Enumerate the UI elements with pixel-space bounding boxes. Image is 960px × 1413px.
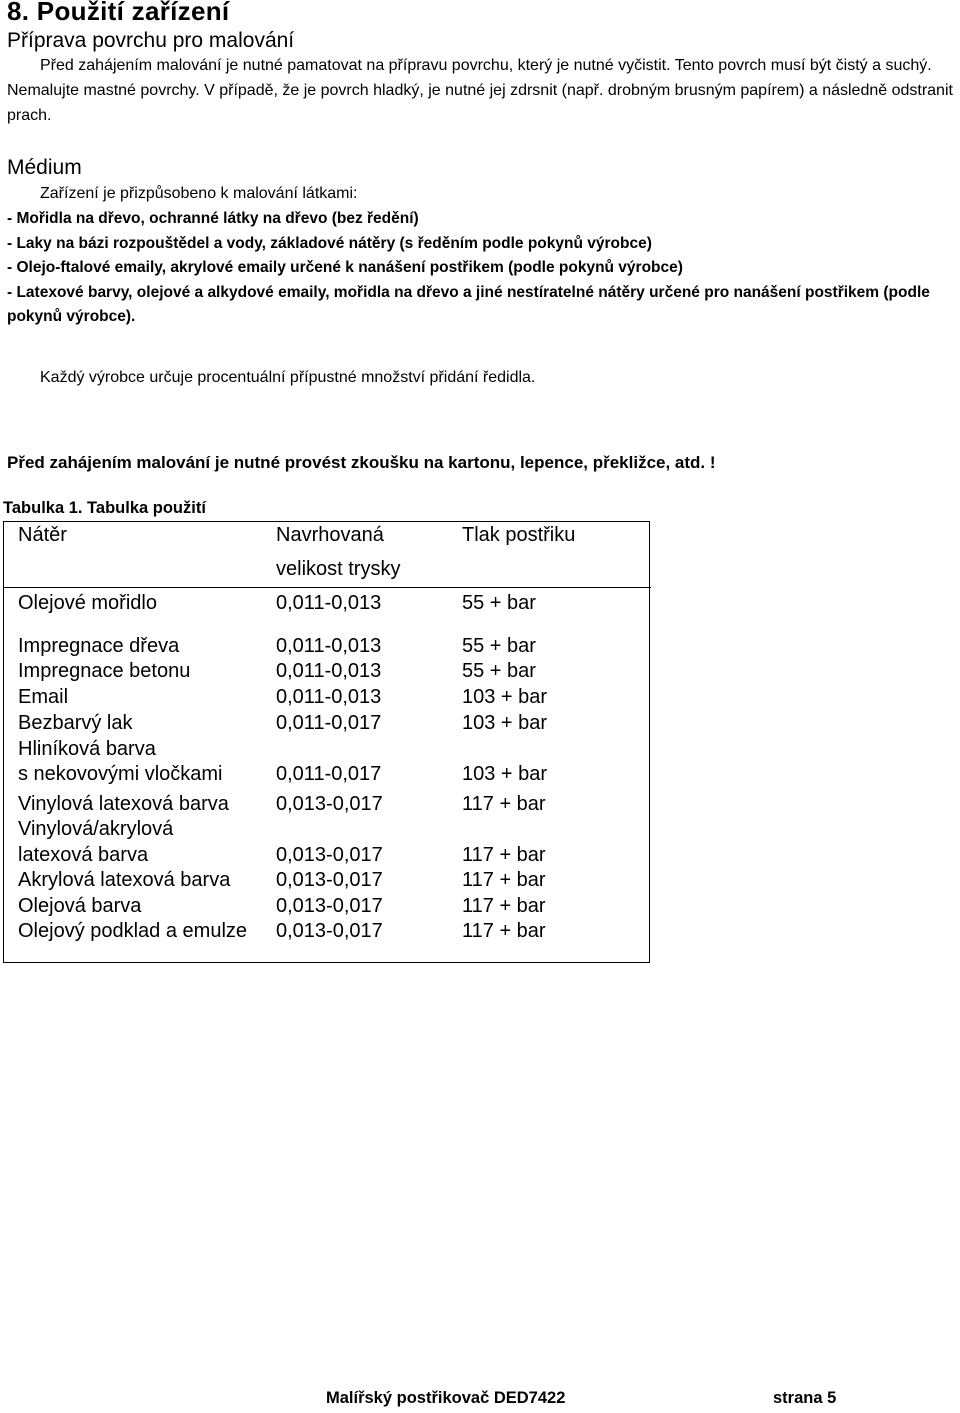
preparation-heading: Příprava povrchu pro malování xyxy=(7,29,295,52)
table-cell-nozzle: 0,013-0,017 xyxy=(276,920,383,942)
table-cell-nozzle: 0,013-0,017 xyxy=(276,844,383,866)
table-cell-pressure: 55 + bar xyxy=(462,592,536,614)
table-cell-coating-line1: Vinylová/akrylová xyxy=(18,818,174,840)
table-cell-pressure: 55 + bar xyxy=(462,660,536,682)
medium-list-item: - Olejo-ftalové emaily, akrylové emaily určené k nanášení postřikem (podle pokynů výrobce) xyxy=(7,259,683,276)
table-cell-coating: Akrylová latexová barva xyxy=(18,869,231,891)
table-cell-nozzle: 0,013-0,017 xyxy=(276,869,383,891)
table-caption: Tabulka 1. Tabulka použití xyxy=(3,499,206,517)
footer-page-number: strana 5 xyxy=(773,1389,837,1407)
medium-list xyxy=(7,207,957,330)
test-warning: Před zahájením malování je nutné provést zkoušku na kartonu, lepence, překližce, atd. ! xyxy=(7,453,716,472)
table-cell-pressure: 117 + bar xyxy=(462,793,546,815)
table-cell-nozzle: 0,013-0,017 xyxy=(276,793,383,815)
medium-list-item: - Latexové barvy, olejové a alkydové emaily, mořidla na dřevo a jiné nestíratelné nátěry určené pro nanášení postřikem (podle pokynů výrobce). xyxy=(7,283,930,325)
table-cell-pressure: 117 + bar xyxy=(462,869,546,891)
table-cell-coating: Olejové mořidlo xyxy=(18,592,157,614)
table-cell-pressure: 103 + bar xyxy=(462,712,548,734)
header-coating: Nátěr xyxy=(18,524,67,546)
table-header-divider xyxy=(3,587,651,588)
table-cell-coating: Bezbarvý lak xyxy=(18,712,133,734)
table-cell-nozzle: 0,011-0,017 xyxy=(276,763,382,785)
table-cell-pressure: 117 + bar xyxy=(462,844,546,866)
table-cell-nozzle: 0,011-0,013 xyxy=(276,592,382,614)
table-cell-pressure: 103 + bar xyxy=(462,763,548,785)
footer-title: Malířský postřikovač DED7422 xyxy=(326,1389,566,1407)
table-cell-nozzle: 0,011-0,013 xyxy=(276,635,382,657)
preparation-text: Před zahájením malování je nutné pamatovat na přípravu povrchu, který je nutné vyčistit. Tento povrch musí být čistý a suchý. Nemalujte mastné povrchy. V případě, že je povrch hladký, je nutné jej zdrsnit (např. drobným brusným papírem) a následně odstranit prach. xyxy=(7,57,953,124)
table-cell-coating: Impregnace dřeva xyxy=(18,635,180,657)
thinner-note: Každý výrobce určuje procentuální přípustné množství přidání ředidla. xyxy=(40,369,536,386)
table-cell-coating: Olejový podklad a emulze xyxy=(18,920,248,942)
table-cell-coating: Olejová barva xyxy=(18,895,142,917)
medium-intro: Zařízení je přizpůsobeno k malování látkami: xyxy=(40,185,358,202)
table-cell-nozzle: 0,011-0,013 xyxy=(276,686,382,708)
header-nozzle-line2: velikost trysky xyxy=(276,558,401,580)
table-cell-pressure: 103 + bar xyxy=(462,686,548,708)
table-cell-coating: Impregnace betonu xyxy=(18,660,191,682)
table-cell-nozzle: 0,011-0,017 xyxy=(276,712,382,734)
table-cell-pressure: 117 + bar xyxy=(462,895,546,917)
table-cell-nozzle: 0,011-0,013 xyxy=(276,660,382,682)
table-cell-pressure: 55 + bar xyxy=(462,635,536,657)
table-cell-nozzle: 0,013-0,017 xyxy=(276,895,383,917)
table-cell-coating: Email xyxy=(18,686,69,708)
medium-list-item: - Mořidla na dřevo, ochranné látky na dřevo (bez ředění) xyxy=(7,210,419,227)
table-cell-coating: s nekovovými vločkami xyxy=(18,763,223,785)
table-cell-coating: Vinylová latexová barva xyxy=(18,793,229,815)
section-title: 8. Použití zařízení xyxy=(7,0,230,26)
header-nozzle: Navrhovaná xyxy=(276,524,384,546)
header-pressure: Tlak postřiku xyxy=(462,524,576,546)
table-cell-pressure: 117 + bar xyxy=(462,920,546,942)
medium-list-item: - Laky na bázi rozpouštědel a vody, základové nátěry (s ředěním podle pokynů výrobce) xyxy=(7,234,652,252)
table-cell-coating-line1: Hliníková barva xyxy=(18,738,156,760)
table-cell-coating: latexová barva xyxy=(18,844,149,866)
medium-heading: Médium xyxy=(7,156,82,179)
